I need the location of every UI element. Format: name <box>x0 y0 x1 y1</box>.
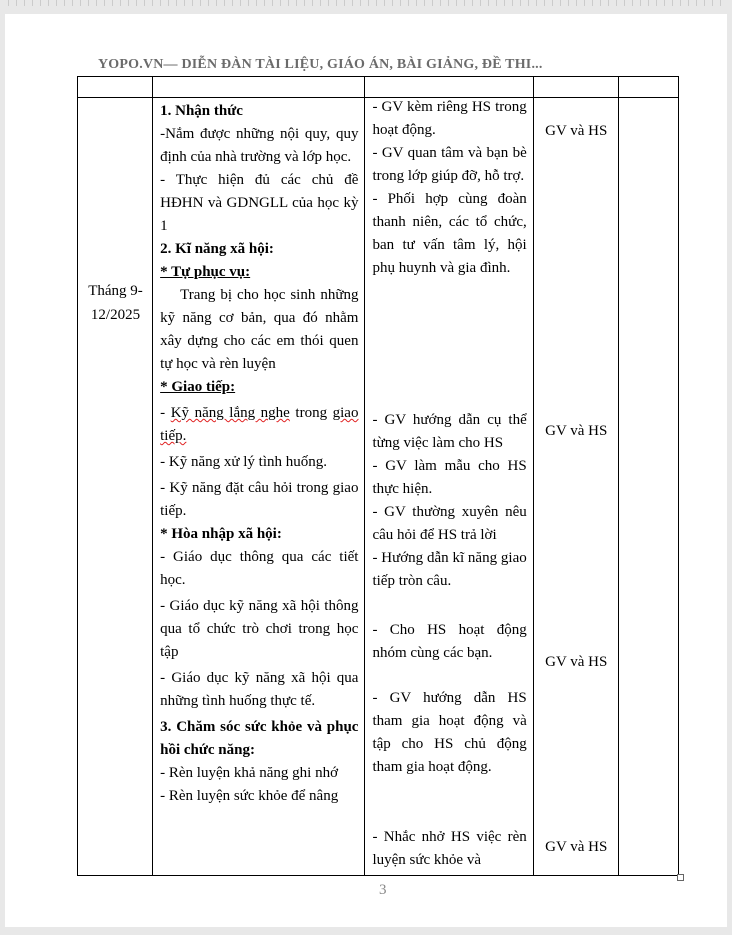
section-title: 1. Nhận thức <box>160 103 243 119</box>
time-period <box>78 279 152 327</box>
content-line: - Giáo dục kỹ năng xã hội qua những tình huống thực tế. <box>160 670 359 709</box>
method-line: - GV kèm riêng HS trong hoạt động. <box>372 99 527 138</box>
content-line: - Kỹ năng xử lý tình huống. <box>160 454 327 470</box>
content-line: - Rèn luyện khả năng ghi nhớ <box>160 765 339 781</box>
time-line1: Tháng 9- <box>88 283 143 299</box>
method-group-4 <box>365 826 532 872</box>
content-line: -Nắm được những nội quy, quy định của nhà trường và lớp học. <box>160 126 359 165</box>
content-line: - Giáo dục kỹ năng xã hội thông qua tổ chức trò chơi trong học tập <box>160 598 359 660</box>
content-line: - Thực hiện đủ các chủ đề HĐHN và GDNGLL của học kỳ 1 <box>160 172 359 234</box>
content-column <box>153 98 365 876</box>
spell-marked-text: giao tiếp. <box>160 405 359 444</box>
content-line: - Giáo dục thông qua các tiết học. <box>160 549 359 588</box>
method-line: - Phối hợp cùng đoàn thanh niên, các tổ chức, ban tư vấn tâm lý, hội phụ huynh và gia đình. <box>372 191 527 276</box>
method-line: - Nhắc nhở HS việc rèn luyện sức khỏe và <box>372 829 527 868</box>
executor-column <box>533 98 618 876</box>
subsection-title: * Tự phục vụ: <box>160 264 251 280</box>
executor-label: GV và HS <box>545 839 608 855</box>
table-header-row <box>78 77 679 98</box>
page-number: 3 <box>379 882 387 898</box>
content-line: Trang bị cho học sinh những kỹ năng cơ bản, qua đó nhằm xây dựng cho các em thói quen tự học và rèn luyện <box>160 287 359 372</box>
method-group-1 <box>365 98 532 280</box>
section-title: 3. Chăm sóc sức khỏe và phục hồi chức năng: <box>160 719 359 758</box>
method-line: - GV quan tâm và bạn bè trong lớp giúp đỡ, hỗ trợ. <box>372 145 527 184</box>
text-run: trong <box>289 405 333 421</box>
plan-table <box>77 76 679 876</box>
table-row <box>78 98 679 876</box>
content-line: - Rèn luyện sức khỏe để nâng <box>160 788 339 804</box>
method-line: - GV hướng dẫn cụ thể từng việc làm cho HS <box>372 412 527 451</box>
ruler-bar <box>0 0 732 14</box>
left-margin <box>0 0 5 935</box>
executor-label: GV và HS <box>545 423 608 439</box>
header-cell <box>533 77 618 98</box>
method-line: - GV làm mẫu cho HS thực hiện. <box>372 458 527 497</box>
notes-column <box>618 98 678 876</box>
method-line: - Hướng dẫn kĩ năng giao tiếp tròn câu. <box>372 550 527 589</box>
executor-label: GV và HS <box>545 654 608 670</box>
executor-label: GV và HS <box>545 123 608 139</box>
header-cell <box>153 77 365 98</box>
content-line: - Kỹ năng đặt câu hỏi trong giao tiếp. <box>160 480 359 519</box>
bottom-margin <box>0 927 732 935</box>
right-margin <box>727 0 732 935</box>
header-cell <box>618 77 678 98</box>
content-line <box>160 402 358 448</box>
section-title: 2. Kĩ năng xã hội: <box>160 241 274 257</box>
method-group-3 <box>365 619 532 779</box>
table-resize-handle[interactable] <box>677 874 684 881</box>
method-line: - GV thường xuyên nêu câu hỏi để HS trả lời <box>372 504 527 543</box>
time-line2: 12/2025 <box>90 307 141 323</box>
page-header: YOPO.VN— DIỄN ĐÀN TÀI LIỆU, GIÁO ÁN, BÀI GIẢNG, ĐỀ THI... <box>98 57 543 72</box>
subsection-title: * Giao tiếp: <box>160 379 236 395</box>
method-column <box>365 98 533 876</box>
ruler-ticks <box>0 0 732 6</box>
text-run: - <box>160 405 171 421</box>
spell-marked-text: Kỹ năng lắng nghe <box>170 405 290 421</box>
method-group-2 <box>365 409 532 593</box>
header-cell <box>78 77 153 98</box>
time-column <box>78 98 153 876</box>
method-line: - Cho HS hoạt động nhóm cùng các bạn. <box>372 622 527 661</box>
method-line: - GV hướng dẫn HS tham gia hoạt động và tập cho HS chủ động tham gia hoạt động. <box>372 690 527 775</box>
header-cell <box>365 77 533 98</box>
subsection-title: * Hòa nhập xã hội: <box>160 526 282 542</box>
